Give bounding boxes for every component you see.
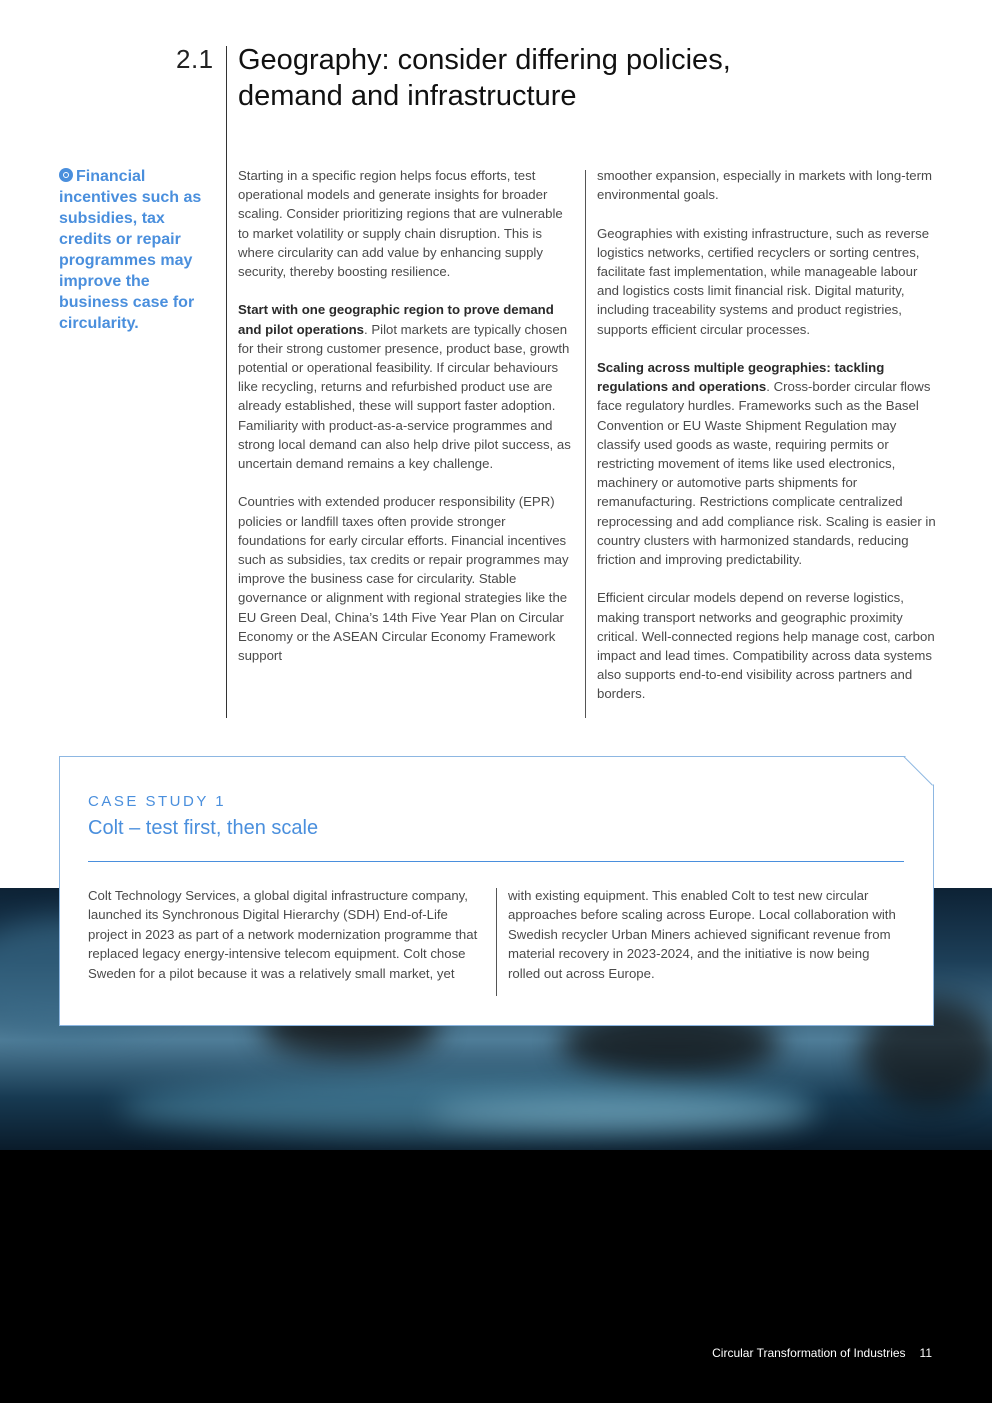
body-paragraph: Countries with extended producer responsibility (EPR) policies or landfill taxes often provide stronger foundations for early circular efforts. Financial incentives such as subsidies, tax credits or repair programmes may improve the business case for circularity. Stable governance or alignment with regional strategies like the EU Green Deal, China’s 14th Five Year Plan on Circular Economy or the ASEAN Circular Economy Framework support: [238, 494, 569, 664]
paragraph-text: . Pilot markets are typically chosen for their strong customer presence, product base, growth potential or operational feasibility. If circular behaviours like recycling, returns and refurbished product use are already established, these will support faster adoption. Familiarity with product-as-a-service programmes and strong local demand can also help drive pilot success, as uncertain demand remains a key challenge.: [238, 321, 571, 472]
case-study-column-1: [88, 886, 484, 983]
page-footer: [712, 1346, 932, 1360]
pull-quote: [59, 166, 209, 334]
page-number: 11: [919, 1346, 932, 1360]
page-title: [238, 42, 858, 114]
paragraph-heading: Scaling across multiple geographies: tackling regulations and operations: [597, 360, 885, 395]
case-study-text: Colt Technology Services, a global digital infrastructure company, launched its Synchronous Digital Hierarchy (SDH) End-of-Life project in 2023 as part of a network modernization programme that replaced legacy energy-intensive telecom equipment. Colt chose Sweden for a pilot because it was a relatively small market, yet: [88, 888, 478, 981]
body-column-2: [597, 166, 937, 723]
case-study-column-divider: [496, 888, 497, 996]
body-paragraph: Efficient circular models depend on reverse logistics, making transport networks and geographic proximity critical. Well-connected regions help manage cost, carbon impact and lead times. Compatibility across data systems also supports end-to-end visibility across partners and borders.: [597, 590, 935, 702]
case-study-text: with existing equipment. This enabled Colt to test new circular approaches before scaling across Europe. Local collaboration with Swedish recycler Urban Miners achieved significant revenue from material recovery in 2023-2024, and the initiative is now being rolled out across Europe.: [508, 888, 896, 981]
title-line-2: demand and infrastructure: [238, 80, 577, 112]
section-number: 2.1: [176, 44, 214, 74]
case-study-title: Colt – test first, then scale: [88, 817, 319, 839]
case-study-column-2: [508, 886, 904, 983]
body-paragraph: Starting in a specific region helps focus efforts, test operational models and generate insights for broader scaling. Consider prioritizing regions that are vulnerable to market volatility or supply chain disruption. This is where circularity can add value by enhancing supply security, thereby boosting resilience.: [238, 168, 563, 280]
photo-blur: [430, 1098, 810, 1128]
paragraph-heading: Start with one geographic region to prove demand and pilot operations: [238, 302, 554, 337]
footer-band: [0, 1150, 992, 1403]
title-line-1: Geography: consider differing policies,: [238, 44, 731, 76]
body-column-1: [238, 166, 576, 684]
pull-quote-text: Financial incentives such as subsidies, tax credits or repair programmes may improve the business case for circularity.: [59, 168, 202, 332]
case-study-kicker: CASE STUDY 1: [88, 793, 227, 810]
body-paragraph: [597, 358, 937, 569]
case-study-divider: [88, 861, 904, 862]
column-divider: [585, 170, 586, 718]
body-paragraph: [238, 300, 576, 473]
body-paragraph: smoother expansion, especially in markets with long-term environmental goals.: [597, 168, 932, 203]
quote-icon: [59, 168, 73, 182]
paragraph-text: . Cross-border circular flows face regulatory hurdles. Frameworks such as the Basel Convention or EU Waste Shipment Regulation may classify used goods as waste, requiring permits or restricting movement of items like used electronics, machinery or automotive parts shipments for remanufacturing. Restrictions complicate centralized reprocessing and add compliance risk. Scaling is easier in country clusters with harmonized standards, reducing friction and improving predictability.: [597, 379, 936, 568]
publication-name: Circular Transformation of Industries: [712, 1346, 906, 1360]
header-divider: [226, 46, 227, 718]
body-paragraph: Geographies with existing infrastructure, such as reverse logistics networks, certified recyclers or sorting centres, facilitate fast implementation, while manageable labour and logistics costs limit financial risk. Digital maturity, including traceability systems and product registries, supports efficient circular processes.: [597, 225, 930, 337]
